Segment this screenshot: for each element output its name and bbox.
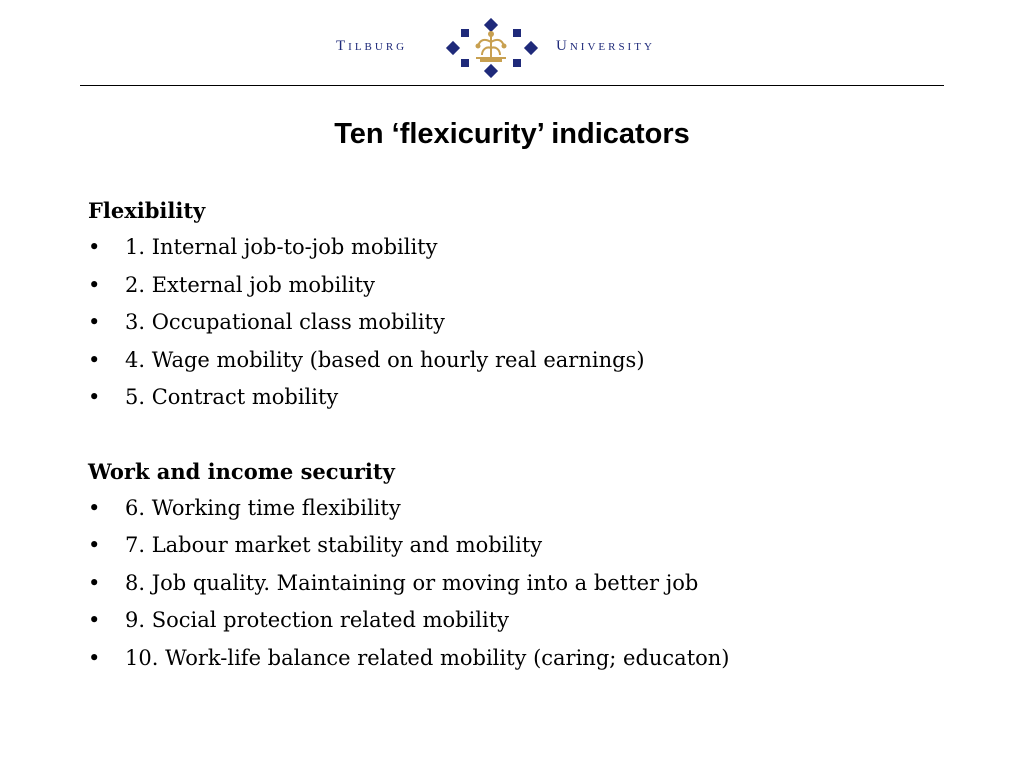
list-item <box>88 490 988 528</box>
list-item-text: 1. Internal job-to-job mobility <box>125 235 438 259</box>
bullet-icon: • <box>88 347 101 372</box>
bullet-icon: • <box>88 608 101 632</box>
bullet-icon: • <box>88 272 101 297</box>
header-divider <box>80 85 944 86</box>
list-item-text: 3. Occupational class mobility <box>125 310 445 334</box>
list-item <box>88 267 988 305</box>
list-item <box>88 229 988 267</box>
list-item-text: 10. Work-life balance related mobility (caring; educaton) <box>125 645 730 670</box>
list-item <box>88 342 988 380</box>
bullet-icon: • <box>88 533 101 557</box>
list-item <box>88 565 988 603</box>
slide-title: Ten ‘flexicurity’ indicators <box>334 118 690 150</box>
brand-word-left: Tilburg <box>336 38 408 54</box>
indicator-list <box>88 229 988 417</box>
list-item-text: 8. Job quality. Maintaining or moving into a better job <box>125 570 699 595</box>
list-item-text: 6. Working time flexibility <box>125 495 401 520</box>
indicator-list <box>88 490 988 678</box>
list-item <box>88 602 988 640</box>
bullet-icon: • <box>88 235 101 259</box>
slide-body <box>88 193 988 677</box>
section-work-and-income-security <box>88 454 988 678</box>
list-item <box>88 379 988 417</box>
bullet-icon: • <box>88 310 101 334</box>
section-flexibility <box>88 193 988 417</box>
tilburg-university-crest-icon <box>440 18 544 78</box>
list-item <box>88 304 988 342</box>
section-heading: Work and income security <box>88 458 395 484</box>
bullet-icon: • <box>88 495 101 520</box>
list-item-text: 7. Labour market stability and mobility <box>125 533 543 557</box>
list-item-text: 5. Contract mobility <box>125 385 339 409</box>
university-header <box>0 18 1024 78</box>
list-item-text: 9. Social protection related mobility <box>125 608 510 632</box>
section-spacer <box>88 417 988 454</box>
list-item <box>88 640 988 678</box>
list-item-text: 4. Wage mobility (based on hourly real earnings) <box>125 347 645 372</box>
list-item <box>88 527 988 565</box>
list-item-text: 2. External job mobility <box>125 272 375 297</box>
brand-word-right: University <box>556 38 655 54</box>
section-heading: Flexibility <box>88 198 206 223</box>
bullet-icon: • <box>88 645 101 670</box>
bullet-icon: • <box>88 570 101 595</box>
bullet-icon: • <box>88 385 101 409</box>
